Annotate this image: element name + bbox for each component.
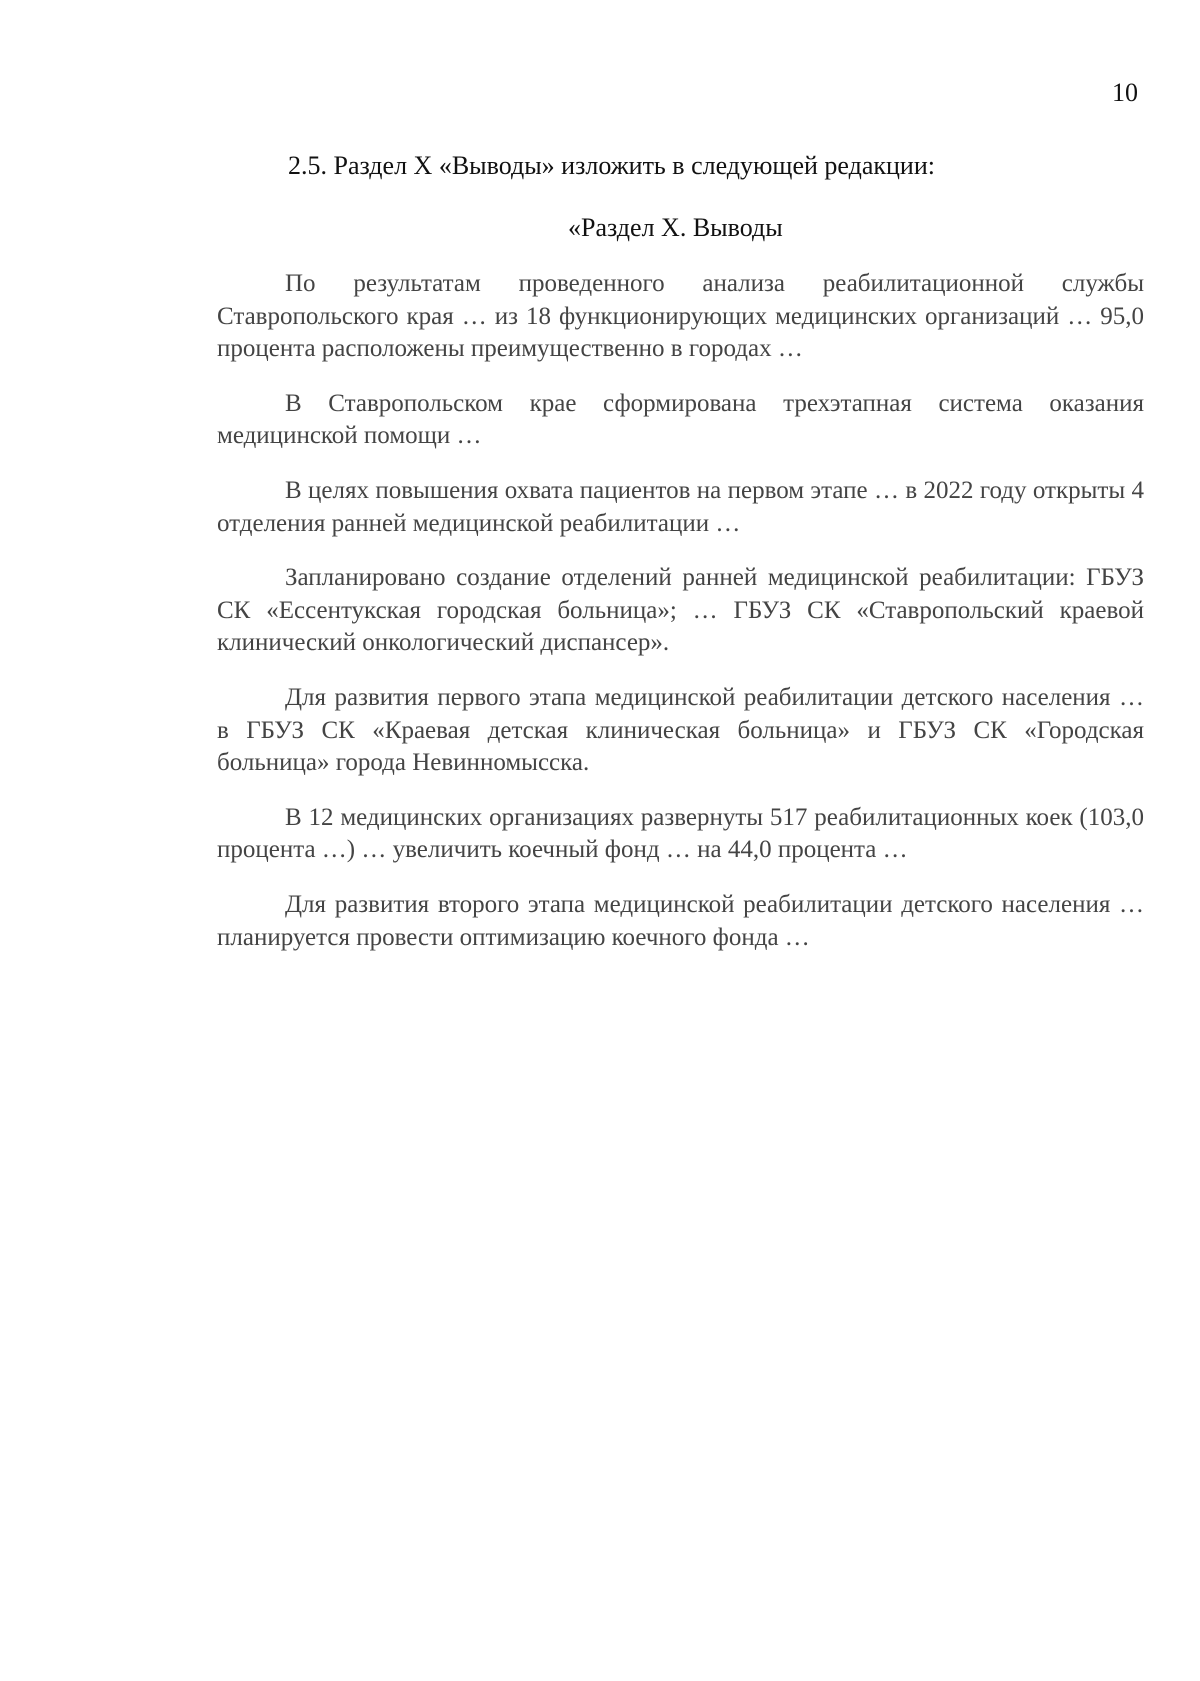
paragraph-children-first-stage: Для развития первого этапа медицинской реабилитации детского населения … в ГБУЗ СК «Краевая детская клиническая больница» и ГБУЗ СК «Городская больница» города Невинномысска. — [217, 683, 1144, 777]
paragraph-three-stage-system: В Ставропольском крае сформирована трехэтапная система оказания медицинской помощи … — [217, 389, 1144, 450]
paragraph-second-stage-beds: В 12 медицинских организациях развернуты 517 реабилитационных коек (103,0 процента …) … увеличить коечный фонд … на 44,0 процента … — [217, 803, 1144, 864]
section-heading: «Раздел X. Выводы — [568, 213, 783, 242]
page-number: 10 — [1112, 78, 1138, 107]
amendment-intro: 2.5. Раздел X «Выводы» изложить в следующей редакции: — [288, 151, 935, 180]
paragraph-analysis: По результатам проведенного анализа реабилитационной службы Ставропольского края … из 18 функционирующих медицинских организаций … 95,0 процента расположены преимущественно в городах … — [217, 270, 1144, 363]
paragraph-planned-departments: Запланировано создание отделений ранней медицинской реабилитации: ГБУЗ СК «Ессентукская городская больница»; … ГБУЗ СК «Ставропольский краевой клинический онкологический диспансер». — [217, 564, 1144, 657]
paragraph-first-stage-2022: В целях повышения охвата пациентов на первом этапе … в 2022 году открыты 4 отделения ранней медицинской реабилитации … — [217, 476, 1144, 537]
paragraph-children-second-stage: Для развития второго этапа медицинской реабилитации детского населения … планируется провести оптимизацию коечного фонда … — [217, 890, 1144, 951]
document-body — [217, 268, 1144, 976]
